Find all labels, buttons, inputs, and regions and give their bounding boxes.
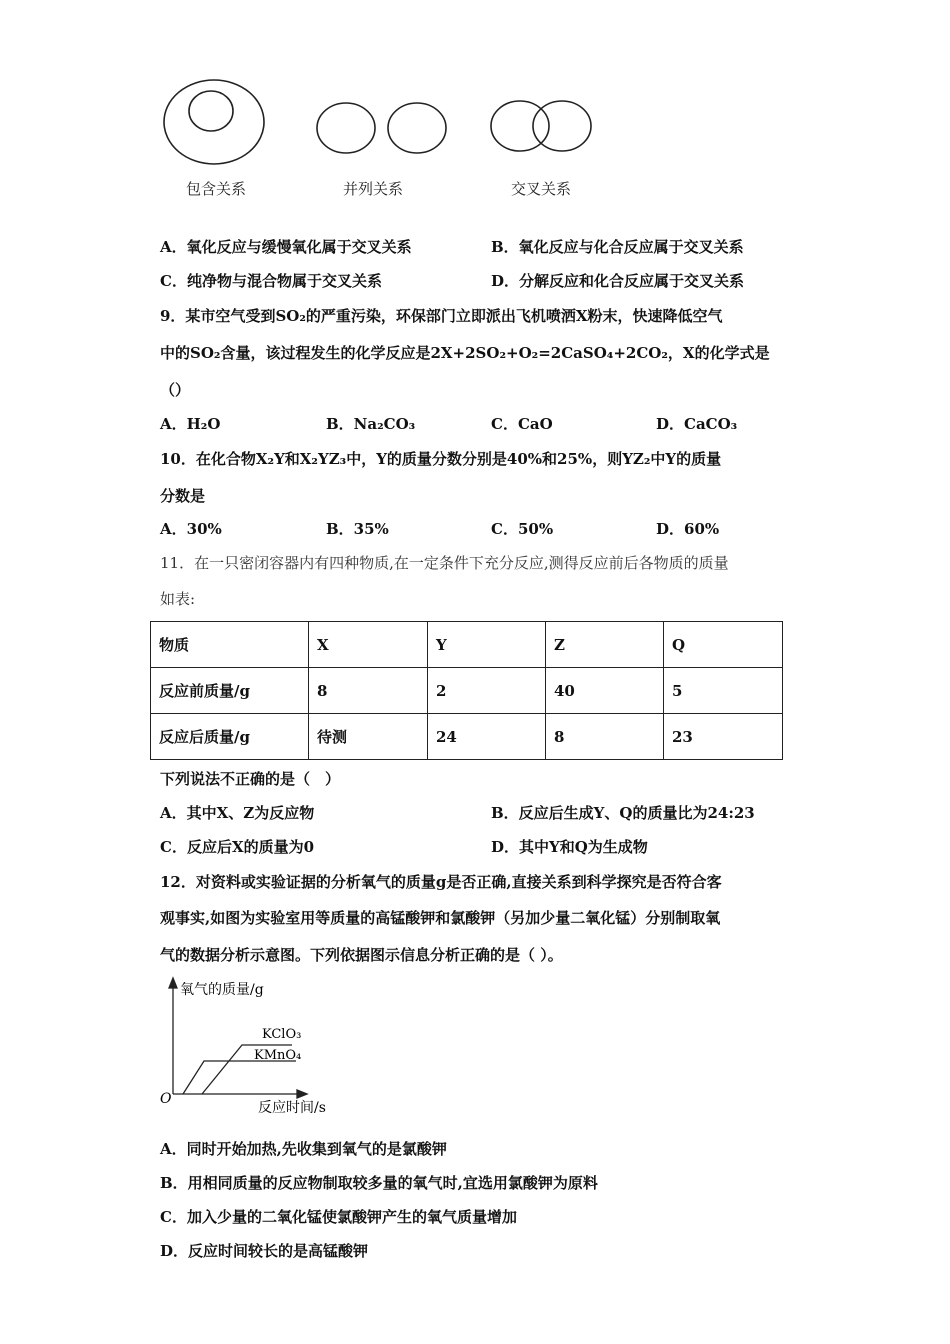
q10-option-a: A．30%: [160, 520, 222, 538]
x-axis-label: 反应时间/s: [258, 1100, 326, 1116]
table-cell: 24: [428, 714, 546, 760]
q10-stem-2: 分数是: [160, 487, 206, 505]
table-cell: 23: [664, 714, 783, 760]
table-row: [151, 668, 783, 714]
q9-stem-2: 中的SO₂含量，该过程发生的化学反应是2X+2SO₂+O₂=2CaSO₄+2CO₂，X的化学式是: [160, 344, 770, 362]
q12-option-a: A．同时开始加热,先收集到氧气的是氯酸钾: [160, 1140, 447, 1158]
table-cell: 8: [309, 668, 428, 714]
label-contain: 包含关系: [186, 180, 247, 198]
origin-label: O: [160, 1091, 172, 1107]
q10-option-d: D．60%: [656, 520, 720, 538]
table-cell: 40: [546, 668, 664, 714]
parallel-circle-left: [317, 103, 375, 153]
q8-option-b: B．氧化反应与化合反应属于交叉关系: [491, 238, 744, 256]
q11-option-c: C．反应后X的质量为0: [160, 838, 315, 856]
table-cell: Z: [546, 622, 664, 668]
q8-option-d: D．分解反应和化合反应属于交叉关系: [491, 272, 745, 290]
q12-stem-2: 观事实,如图为实验室用等质量的高锰酸钾和氯酸钾（另加少量二氧化锰）分别制取氧: [160, 909, 721, 927]
q11-stem-1: 11．在一只密闭容器内有四种物质,在一定条件下充分反应,测得反应前后各物质的质量: [160, 554, 729, 572]
q8-option-a: A．氧化反应与缓慢氧化属于交叉关系: [160, 238, 412, 256]
table-cell: X: [309, 622, 428, 668]
q9-stem-3: （）: [160, 381, 191, 399]
q11-stem-2: 如表:: [160, 590, 196, 608]
q11-option-a: A．其中X、Z为反应物: [160, 804, 315, 822]
kmno4-line: [183, 1061, 296, 1094]
table-cell: Y: [428, 622, 546, 668]
q9-option-d: D．CaCO₃: [656, 415, 738, 433]
q11-option-b: B．反应后生成Y、Q的质量比为24:23: [491, 804, 755, 822]
parallel-circle-right: [388, 103, 446, 153]
q9-option-c: C．CaO: [491, 415, 553, 433]
outer-circle: [164, 80, 264, 164]
oxygen-mass-chart: [150, 970, 350, 1120]
x-axis-arrow: [297, 1090, 307, 1098]
q9-stem-1: 9．某市空气受到SO₂的严重污染，环保部门立即派出飞机喷洒X粉末，快速降低空气: [160, 307, 723, 325]
table-cell: Q: [664, 622, 783, 668]
q10-option-b: B．35%: [326, 520, 389, 538]
q11-prompt: 下列说法不正确的是（ ）: [160, 770, 341, 788]
q11-option-d: D．其中Y和Q为生成物: [491, 838, 648, 856]
inner-circle: [189, 91, 233, 131]
table-cell: 5: [664, 668, 783, 714]
mass-table: [150, 621, 783, 760]
table-cell: 反应后质量/g: [151, 714, 309, 760]
table-cell: 待测: [309, 714, 428, 760]
q12-option-d: D．反应时间较长的是高锰酸钾: [160, 1242, 369, 1260]
label-parallel: 并列关系: [343, 180, 404, 198]
set-relation-diagrams: [0, 0, 950, 180]
table-cell: 8: [546, 714, 664, 760]
y-axis-label: 氧气的质量/g: [180, 982, 264, 998]
q12-stem-3: 气的数据分析示意图。下列依据图示信息分析正确的是（ ）。: [160, 946, 563, 964]
q12-option-c: C．加入少量的二氧化锰使氯酸钾产生的氧气质量增加: [160, 1208, 517, 1226]
kclo3-label: KClO₃: [262, 1027, 302, 1042]
q10-stem-1: 10．在化合物X₂Y和X₂YZ₃中，Y的质量分数分别是40%和25%，则YZ₂中Y的质量: [160, 450, 722, 468]
q9-option-a: A．H₂O: [160, 415, 221, 433]
table-row: [151, 714, 783, 760]
cross-circle-right: [533, 101, 591, 151]
kmno4-label: KMnO₄: [254, 1048, 302, 1063]
q8-option-c: C．纯净物与混合物属于交叉关系: [160, 272, 382, 290]
q9-option-b: B．Na₂CO₃: [326, 415, 416, 433]
label-cross: 交叉关系: [511, 180, 572, 198]
q10-option-c: C．50%: [491, 520, 554, 538]
y-axis-arrow: [169, 978, 177, 988]
q12-stem-1: 12．对资料或实验证据的分析氧气的质量g是否正确,直接关系到科学探究是否符合客: [160, 873, 722, 891]
q12-option-b: B．用相同质量的反应物制取较多量的氧气时,宜选用氯酸钾为原料: [160, 1174, 598, 1192]
table-cell: 物质: [151, 622, 309, 668]
table-row: [151, 622, 783, 668]
table-cell: 2: [428, 668, 546, 714]
table-cell: 反应前质量/g: [151, 668, 309, 714]
